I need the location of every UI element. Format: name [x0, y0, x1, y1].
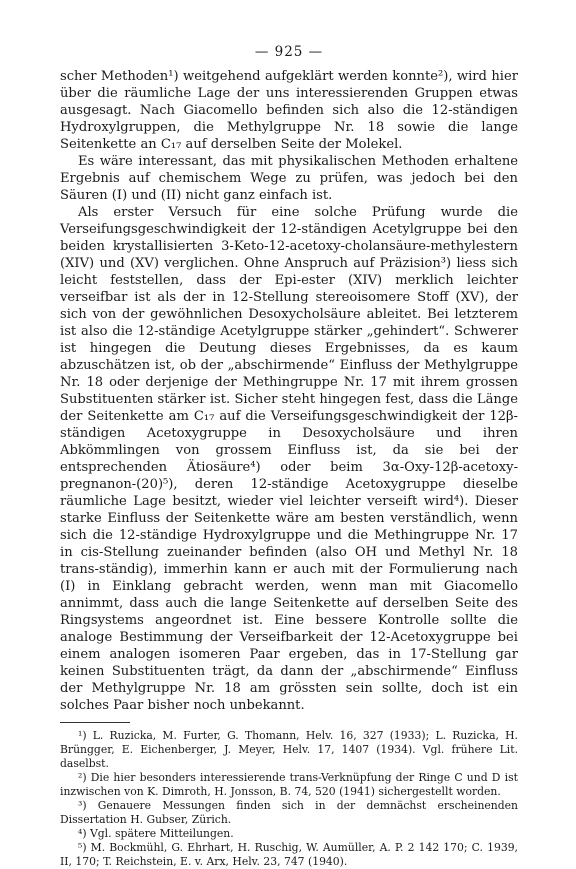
footnote: ²) Die hier besonders interessierende trans-Verknüpfung der Ringe C und D ist inzwischen von K. Dimroth, H. Jonsson, B. 74, 520 (1941) sichergestellt worden.: [60, 771, 518, 798]
paragraph: Es wäre interessant, das mit physikalischen Methoden erhaltene Ergebnis auf chemischem Wege zu prüfen, was jedoch bei den Säuren (I) und (II) nicht ganz einfach ist.: [60, 154, 518, 203]
footnote: ³) Genauere Messungen finden sich in der demnächst erscheinenden Dissertation H. Gubser, Zürich.: [60, 799, 518, 826]
main-text: [60, 68, 518, 714]
page-number: — 925 —: [254, 44, 324, 60]
footnote-divider: [60, 722, 130, 723]
page: [60, 44, 518, 869]
paragraph: Als erster Versuch für eine solche Prüfung wurde die Verseifungsgeschwindigkeit der 12-ständigen Acetylgruppe bei den beiden krystallisierten 3-Keto-12-acetoxy-cholansäure-methylestern (XIV) und (XV) verglichen. Ohne Anspruch auf Präzision³) liess sich leicht feststellen, dass der Epi-ester (XIV) merklich leichter verseifbar ist als der in 12-Stellung stereoisomere Stoff (XV), der sich von der gewöhnlichen Desoxycholsäure ableitet. Bei letzterem ist also die 12-ständige Acetylgruppe stärker „gehindert“. Schwerer ist hingegen die Deutung dieses Ergebnisses, da es kaum abzuschätzen ist, ob der „abschirmende“ Einfluss der Methylgruppe Nr. 18 oder derjenige der Methingruppe Nr. 17 mit ihrem grossen Substituenten stärker ist. Sicher steht hingegen fest, dass die Länge der Seitenkette am C₁₇ auf die Verseifungsgeschwindigkeit der 12β-ständigen Acetoxygruppe in Desoxycholsäure und ihren Abkömmlingen von grossem Einfluss ist, da sie bei der entsprechenden Ätiosäure⁴) oder beim 3α-Oxy-12β-acetoxy-pregnanon-(20)⁵), deren 12-ständige Acetoxygruppe dieselbe räumliche Lage besitzt, wieder viel leichter verseift wird⁴). Dieser starke Einfluss der Seitenkette wäre am besten verständlich, wenn sich die 12-ständige Hydroxylgruppe und die Methingruppe Nr. 17 in cis-Stellung zueinander befinden (also OH und Methyl Nr. 18 trans-ständig), immerhin kann er auch mit der Formulierung nach (I) in Einklang gebracht werden, wenn man mit Giacomello annimmt, dass auch die lange Seitenkette auf derselben Seite des Ringsystems angeordnet ist. Eine bessere Kontrolle sollte die analoge Bestimmung der Verseifbarkeit der 12-Acetoxygruppe bei einem analogen isomeren Paar ergeben, das in 17-Stellung gar keinen Substituenten trägt, da dann der „abschirmende“ Einfluss der Methylgruppe Nr. 18 am grössten sein sollte, doch ist ein solches Paar bisher noch unbekannt.: [60, 205, 518, 713]
footnote: ⁵) M. Bockmühl, G. Ehrhart, H. Ruschig, W. Aumüller, A. P. 2 142 170; C. 1939, II, 170; T. Reichstein, E. v. Arx, Helv. 23, 747 (1940).: [60, 841, 518, 868]
footnotes: [60, 729, 518, 869]
paragraph: scher Methoden¹) weitgehend aufgeklärt werden konnte²), wird hier über die räumliche Lage der uns interessierenden Gruppen etwas ausgesagt. Nach Giacomello befinden sich also die 12-ständigen Hydroxylgruppen, die Methylgruppe Nr. 18 sowie die lange Seitenkette an C₁₇ auf derselben Seite der Molekel.: [60, 69, 518, 152]
footnote: ¹) L. Ruzicka, M. Furter, G. Thomann, Helv. 16, 327 (1933); L. Ruzicka, H. Brüngger, E. Eichenberger, J. Meyer, Helv. 17, 1407 (1934). Vgl. frühere Lit. daselbst.: [60, 729, 518, 770]
footnote: ⁴) Vgl. spätere Mitteilungen.: [78, 827, 234, 840]
